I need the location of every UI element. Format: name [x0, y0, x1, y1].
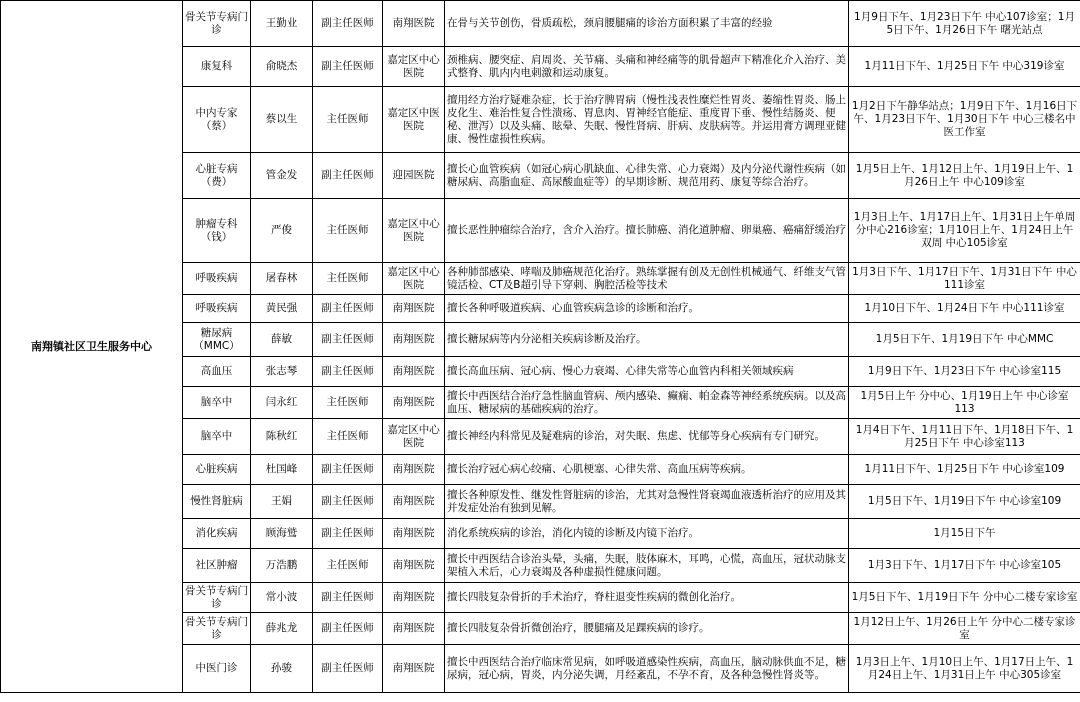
hospital-cell: 南翔医院	[383, 519, 445, 549]
dept-cell: 呼吸疾病	[183, 295, 251, 323]
specialty-cell: 擅长中西医结合治疗临床常见病，如呼吸道感染性疾病，高血压，脑动脉供血不足，糖尿病，冠心病，胃炎，内分泌失调，月经紊乱，不孕不育，及各种急慢性肾炎等。	[445, 645, 849, 693]
dept-cell: 慢性肾脏病	[183, 485, 251, 519]
doctor-name-cell: 王娟	[251, 485, 313, 519]
hospital-cell: 南翔医院	[383, 613, 445, 645]
dept-cell: 脑卒中	[183, 419, 251, 455]
schedule-cell: 1月3日上午、1月10日上午、1月17日上午、1月24日上午、1月31日上午 中心305诊室	[849, 645, 1080, 693]
specialty-cell: 消化系统疾病的诊治，消化内镜的诊断及内镜下治疗。	[445, 519, 849, 549]
specialty-cell: 擅长四肢复杂骨折微创治疗，腰腿痛及足踝疾病的诊疗。	[445, 613, 849, 645]
doctor-title-cell: 副主任医师	[313, 519, 383, 549]
dept-cell: 脑卒中	[183, 387, 251, 419]
doctor-name-cell: 孙骏	[251, 645, 313, 693]
schedule-cell: 1月2日下午静华站点；1月9日下午、1月16日下午、1月23日下午、1月30日下午 中心三楼名中医工作室	[849, 87, 1080, 153]
hospital-cell: 南翔医院	[383, 549, 445, 583]
specialty-cell: 擅长糖尿病等内分泌相关疾病诊断及治疗。	[445, 323, 849, 357]
doctor-name-cell: 王勤业	[251, 1, 313, 47]
hospital-cell: 南翔医院	[383, 357, 445, 387]
specialty-cell: 擅长中西医结合诊治头晕，头痛，失眠，肢体麻木，耳鸣，心慌，高血压，冠状动脉支架植入术后，心力衰竭及各种虚损性健康问题。	[445, 549, 849, 583]
specialty-cell: 擅长心血管疾病（如冠心病心肌缺血、心律失常、心力衰竭）及内分泌代谢性疾病（如糖尿病、高脂血症、高尿酸血症等）的早期诊断、规范用药、康复等综合治疗。	[445, 153, 849, 199]
doctor-title-cell: 副主任医师	[313, 455, 383, 485]
specialty-cell: 擅长恶性肿瘤综合治疗，含介入治疗。擅长肺癌、消化道肿瘤、卵巢癌、癌痛舒缓治疗	[445, 199, 849, 263]
doctor-name-cell: 薛敏	[251, 323, 313, 357]
hospital-cell: 嘉定区中医医院	[383, 87, 445, 153]
specialty-cell: 颈椎病、腰突症、肩周炎、关节痛、头痛和神经痛等的肌骨超声下精准化介入治疗、美式整脊、肌内内电刺激和运动康复。	[445, 47, 849, 87]
hospital-cell: 嘉定区中心医院	[383, 419, 445, 455]
doctor-name-cell: 管金发	[251, 153, 313, 199]
hospital-cell: 南翔医院	[383, 583, 445, 613]
doctor-title-cell: 副主任医师	[313, 295, 383, 323]
doctor-name-cell: 闫永红	[251, 387, 313, 419]
doctor-name-cell: 蔡以生	[251, 87, 313, 153]
hospital-cell: 嘉定区中心医院	[383, 47, 445, 87]
doctor-name-cell: 张志琴	[251, 357, 313, 387]
dept-cell: 骨关节专病门诊	[183, 613, 251, 645]
hospital-cell: 南翔医院	[383, 323, 445, 357]
doctor-name-cell: 常小波	[251, 583, 313, 613]
dept-cell: 中医门诊	[183, 645, 251, 693]
specialty-cell: 各种肺部感染、哮喘及肺癌规范化治疗。熟练掌握有创及无创性机械通气、纤维支气管镜活检、CT及B超引导下穿刺、胸腔活检等技术	[445, 263, 849, 295]
dept-cell: 中内专家（蔡）	[183, 87, 251, 153]
specialty-cell: 擅长四肢复杂骨折的手术治疗，脊柱退变性疾病的微创化治疗。	[445, 583, 849, 613]
doctor-title-cell: 主任医师	[313, 263, 383, 295]
table-row	[1, 1, 1080, 47]
hospital-cell: 南翔医院	[383, 387, 445, 419]
schedule-cell: 1月9日下午、1月23日下午 中心诊室115	[849, 357, 1080, 387]
specialty-cell: 擅用经方治疗疑难杂症，长于治疗脾胃病（慢性浅表性糜烂性胃炎、萎缩性胃炎、肠上皮化生、难治性复合性溃疡、胃息肉、胃神经官能症、重度胃下垂、慢性结肠炎、便秘、泄泻）以及头痛、眩晕、失眠、慢性肾病、肝病、皮肤病等。并运用膏方调理亚健康、慢性虚损性疾病。	[445, 87, 849, 153]
schedule-cell: 1月5日上午 分中心、1月19日上午 中心诊室113	[849, 387, 1080, 419]
doctor-title-cell: 主任医师	[313, 87, 383, 153]
schedule-cell: 1月11日下午、1月25日下午 中心319诊室	[849, 47, 1080, 87]
doctor-name-cell: 俞晓杰	[251, 47, 313, 87]
doctor-title-cell: 副主任医师	[313, 613, 383, 645]
schedule-cell: 1月3日下午、1月17日下午、1月31日下午 中心111诊室	[849, 263, 1080, 295]
specialty-cell: 擅长神经内科常见及疑难病的诊治，对失眠、焦虑、忧郁等身心疾病有专门研究。	[445, 419, 849, 455]
doctor-name-cell: 薛兆龙	[251, 613, 313, 645]
doctor-title-cell: 主任医师	[313, 549, 383, 583]
schedule-cell: 1月3日上午、1月17日上午、1月31日上午单周 分中心216诊室；1月10日上午、1月24日上午双周 中心105诊室	[849, 199, 1080, 263]
schedule-cell: 1月3日下午、1月17日下午 中心诊室105	[849, 549, 1080, 583]
doctor-title-cell: 主任医师	[313, 199, 383, 263]
dept-cell: 糖尿病（MMC）	[183, 323, 251, 357]
doctor-name-cell: 万浩鹏	[251, 549, 313, 583]
dept-cell: 骨关节专病门诊	[183, 1, 251, 47]
specialty-cell: 在骨与关节创伤，骨质疏松，颈肩腰腿痛的诊治方面积累了丰富的经验	[445, 1, 849, 47]
hospital-cell: 南翔医院	[383, 1, 445, 47]
schedule-cell: 1月5日上午、1月12日上午、1月19日上午、1月26日上午 中心109诊室	[849, 153, 1080, 199]
hospital-cell: 南翔医院	[383, 455, 445, 485]
doctor-name-cell: 陈秋红	[251, 419, 313, 455]
schedule-cell: 1月4日下午、1月11日下午、1月18日下午、1月25日下午 中心诊室113	[849, 419, 1080, 455]
center-name-cell: 南翔镇社区卫生服务中心	[1, 1, 183, 693]
dept-cell: 骨关节专病门诊	[183, 583, 251, 613]
dept-cell: 心脏疾病	[183, 455, 251, 485]
doctor-name-cell: 杜国峰	[251, 455, 313, 485]
schedule-cell: 1月12日上午、1月26日上午 分中心二楼专家诊室	[849, 613, 1080, 645]
doctor-title-cell: 副主任医师	[313, 323, 383, 357]
doctor-name-cell: 严俊	[251, 199, 313, 263]
hospital-cell: 南翔医院	[383, 645, 445, 693]
doctor-title-cell: 主任医师	[313, 419, 383, 455]
dept-cell: 消化疾病	[183, 519, 251, 549]
doctor-name-cell: 顾海鹫	[251, 519, 313, 549]
doctor-title-cell: 副主任医师	[313, 153, 383, 199]
dept-cell: 心脏专病（费）	[183, 153, 251, 199]
dept-cell: 呼吸疾病	[183, 263, 251, 295]
hospital-cell: 南翔医院	[383, 485, 445, 519]
schedule-cell: 1月9日下午、1月23日下午 中心107诊室；1月5日下午、1月26日下午 曙光站点	[849, 1, 1080, 47]
doctor-title-cell: 副主任医师	[313, 645, 383, 693]
hospital-cell: 嘉定区中心医院	[383, 199, 445, 263]
specialty-cell: 擅长中西医结合治疗急性脑血管病、颅内感染、癫痫、帕金森等神经系统疾病。以及高血压、糖尿病的基础疾病的治疗。	[445, 387, 849, 419]
doctor-title-cell: 主任医师	[313, 387, 383, 419]
schedule-cell: 1月10日下午、1月24日下午 中心111诊室	[849, 295, 1080, 323]
hospital-cell: 南翔医院	[383, 295, 445, 323]
doctor-title-cell: 副主任医师	[313, 357, 383, 387]
schedule-cell: 1月5日下午、1月19日下午 分中心二楼专家诊室	[849, 583, 1080, 613]
specialty-cell: 擅长各种呼吸道疾病、心血管疾病急诊的诊断和治疗。	[445, 295, 849, 323]
specialty-cell: 擅长高血压病、冠心病、慢心力衰竭、心律失常等心血管内科相关领域疾病	[445, 357, 849, 387]
doctor-title-cell: 副主任医师	[313, 1, 383, 47]
schedule-cell: 1月5日下午、1月19日下午 中心诊室109	[849, 485, 1080, 519]
doctor-title-cell: 副主任医师	[313, 485, 383, 519]
specialty-cell: 擅长治疗冠心病心绞痛、心肌梗塞、心律失常、高血压病等疾病。	[445, 455, 849, 485]
doctor-title-cell: 副主任医师	[313, 583, 383, 613]
hospital-cell: 迎园医院	[383, 153, 445, 199]
hospital-cell: 嘉定区中心医院	[383, 263, 445, 295]
schedule-cell: 1月11日下午、1月25日下午 中心诊室109	[849, 455, 1080, 485]
dept-cell: 社区肿瘤	[183, 549, 251, 583]
specialty-cell: 擅长各种原发性、继发性肾脏病的诊治，尤其对急慢性肾衰竭血液透析治疗的应用及其并发症处治有独到见解。	[445, 485, 849, 519]
doctor-name-cell: 黄民强	[251, 295, 313, 323]
dept-cell: 肿瘤专科（钱）	[183, 199, 251, 263]
schedule-cell: 1月15日下午	[849, 519, 1080, 549]
dept-cell: 康复科	[183, 47, 251, 87]
dept-cell: 高血压	[183, 357, 251, 387]
schedule-cell: 1月5日下午、1月19日下午 中心MMC	[849, 323, 1080, 357]
doctor-name-cell: 屠春林	[251, 263, 313, 295]
doctor-title-cell: 副主任医师	[313, 47, 383, 87]
